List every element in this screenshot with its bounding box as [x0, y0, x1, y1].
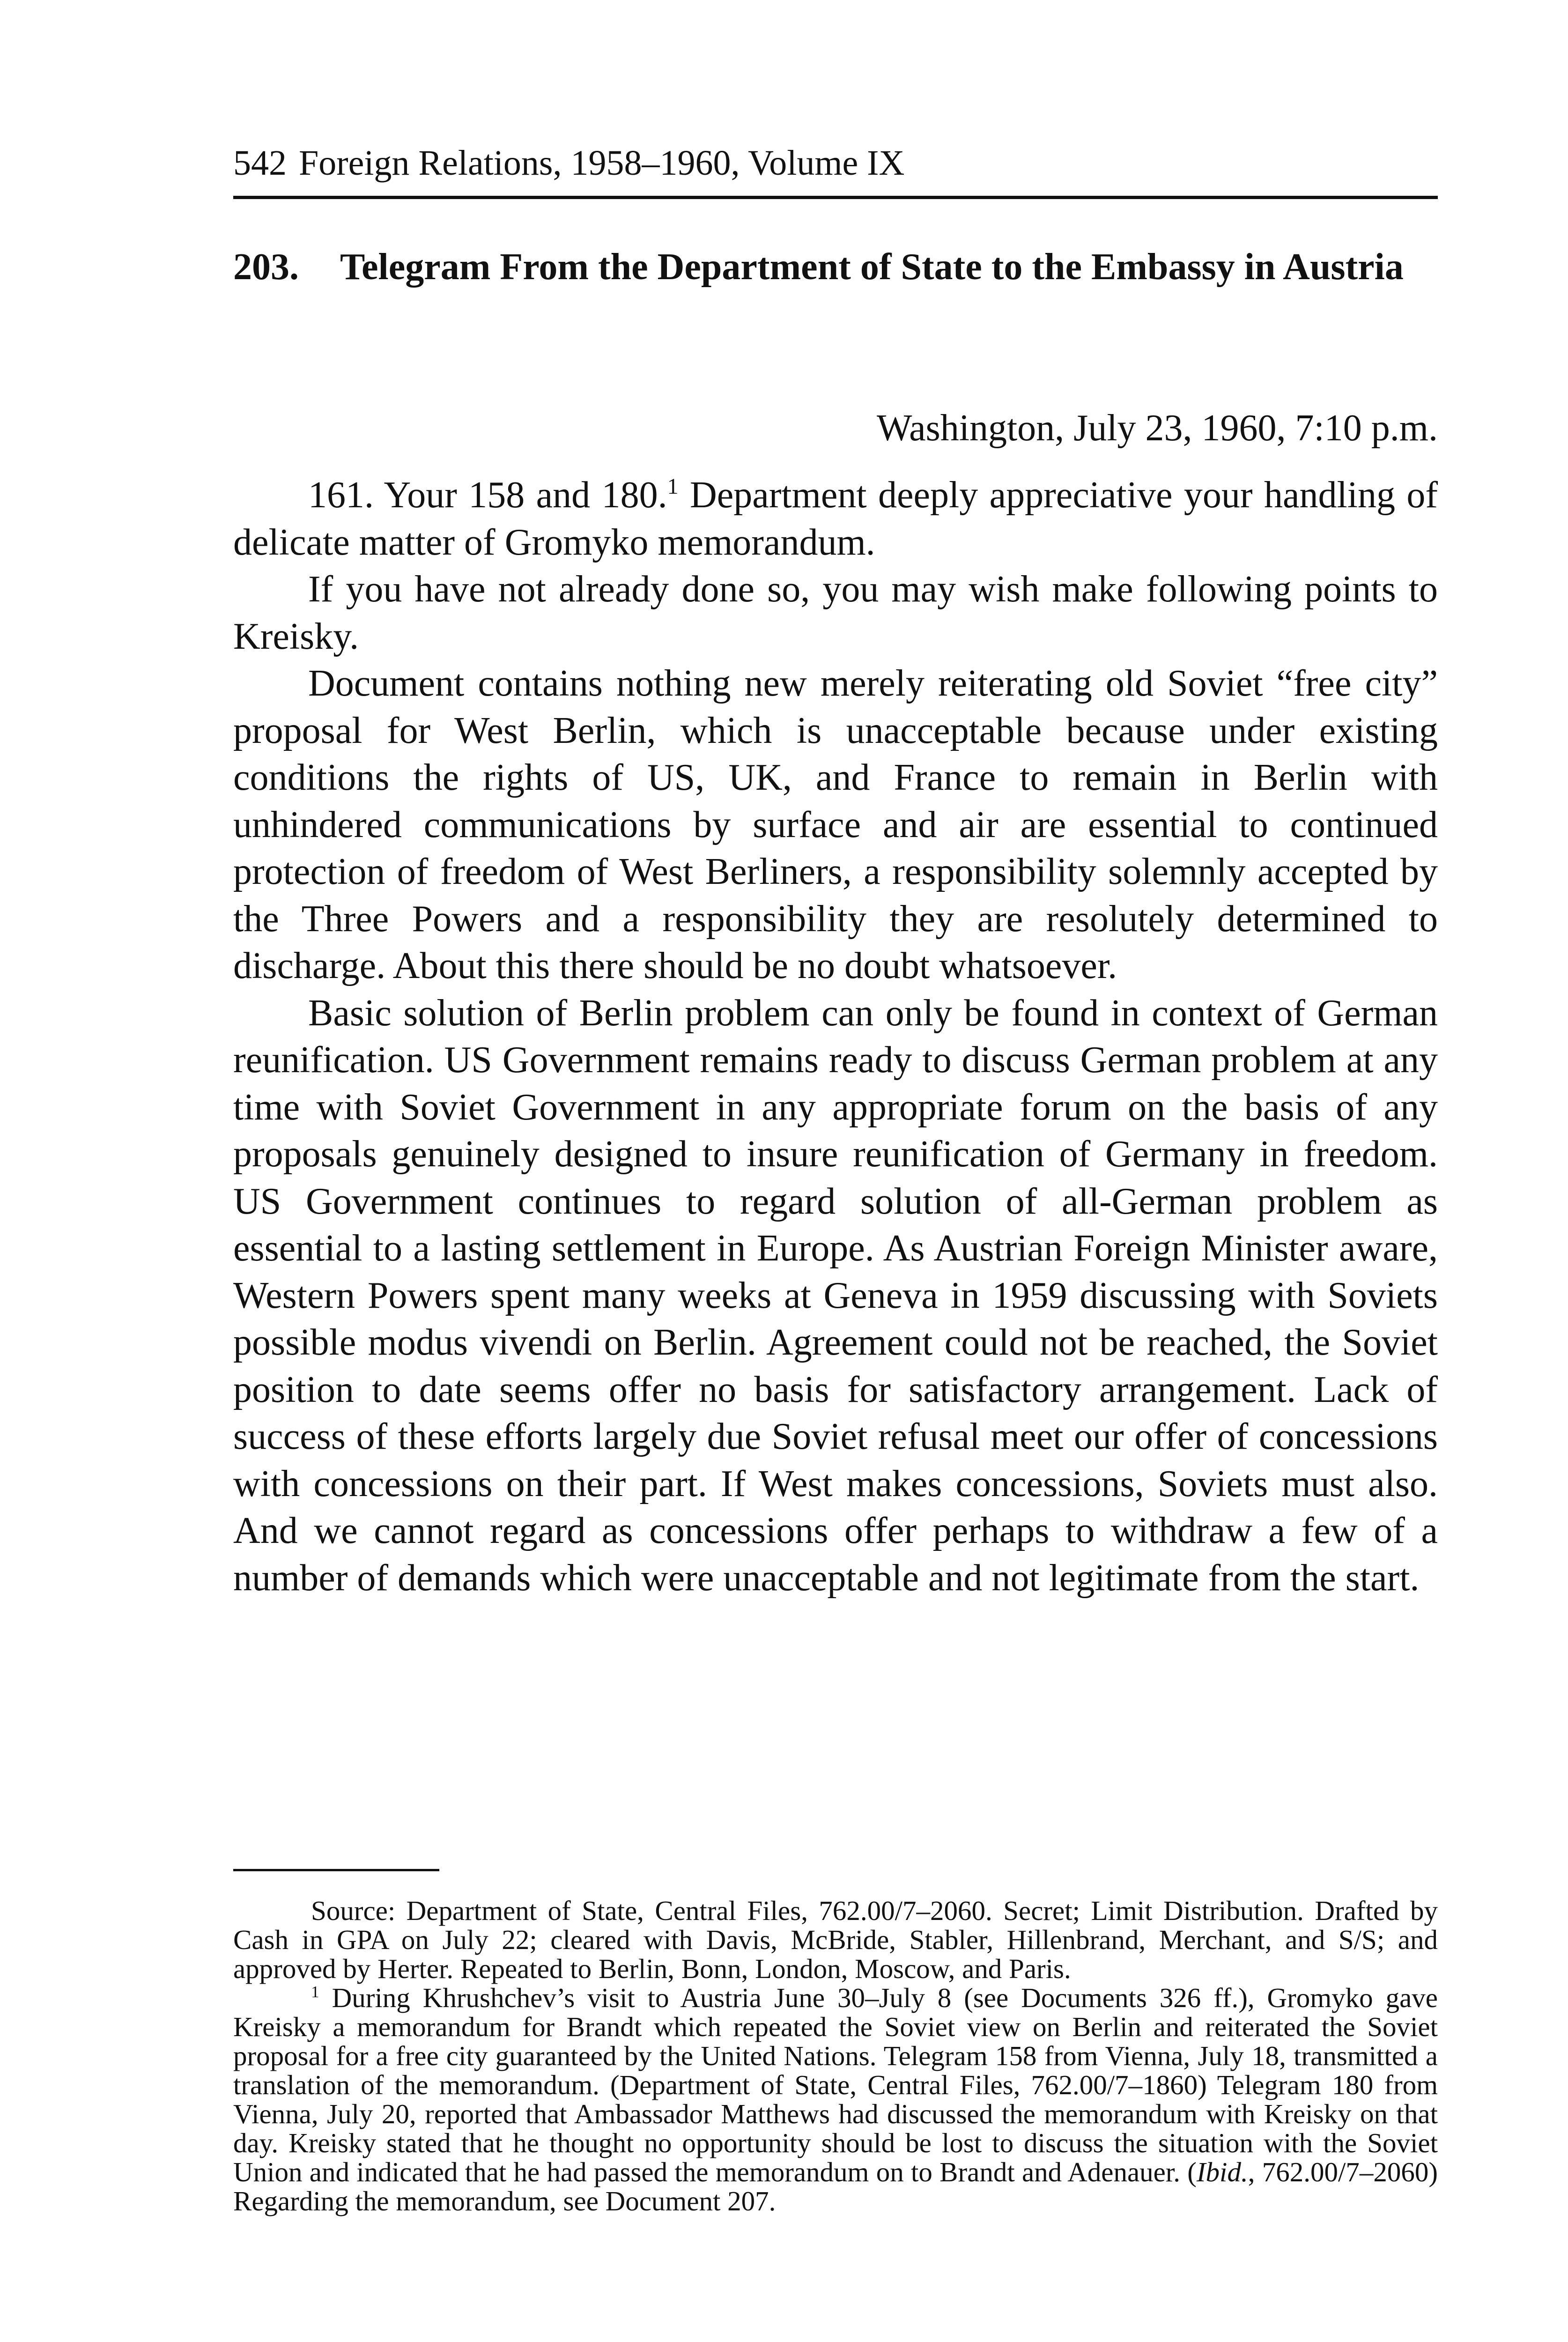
body-paragraph-2: If you have not already done so, you may wish make following points to Kreisky. — [233, 569, 1438, 657]
page-number: 542 — [233, 143, 287, 183]
body-paragraph-4: Basic solution of Berlin problem can only be found in context of German reunification. US Government remains ready to discuss German problem at any time with Soviet Government in any appropriate forum on the basis of any proposals genuinely designed to insure reunification of Germany in freedom. US Government continues to regard solution of all-German problem as essential to a lasting settlement in Europe. As Austrian Foreign Minister aware, Western Powers spent many weeks at Geneva in 1959 discussing with Soviets possible modus vivendi on Berlin. Agreement could not be reached, the Soviet position to date seems offer no basis for satisfactory arrangement. Lack of success of these efforts largely due Soviet refusal meet our offer of concessions with concessions on their part. If West makes concessions, Soviets must also. And we cannot regard as concessions offer perhaps to withdraw a few of a number of demands which were unacceptable and not legitimate from the start. — [233, 992, 1438, 1599]
footnotes — [233, 1896, 1438, 2216]
body-paragraph-1-text-a: 161. Your 158 and 180. — [308, 474, 667, 516]
source-note: Source: Department of State, Central Files, 762.00/7–2060. Secret; Limit Distribution. Drafted by Cash in GPA on July 22; cleared with Davis, McBride, Stabler, Hillenbrand, Merchant, and S/S; and approved by Herter. Repeated to Berlin, Bonn, London, Moscow, and Paris. — [233, 1895, 1438, 1984]
telegram-body — [233, 472, 1438, 1601]
footnote-1-text-a: During Khrushchev’s visit to Austria June 30–July 8 (see Documents 326 ff.), Gromyko gave Kreisky a memorandum for Brandt which repeated the Soviet view on Berlin and reiterated the Soviet proposal for a free city guaranteed by the United Nations. Telegram 158 from Vienna, July 18, transmitted a translation of the memorandum. (Department of State, Central Files, 762.00/7–1860) Telegram 180 from Vienna, July 20, reported that Ambassador Matthews had discussed the memorandum with Kreisky on that day. Kreisky stated that he thought no opportunity should be lost to discuss the situation with the Soviet Union and indicated that he had passed the memorandum on to Brandt and Adenauer. ( — [233, 1982, 1438, 2187]
document-number: 203. — [233, 246, 299, 288]
body-paragraph-3: Document contains nothing new merely reiterating old Soviet “free city” proposal for West Berlin, which is unacceptable because under existing conditions the rights of US, UK, and France to remain in Berlin with unhindered communications by surface and air are essential to continued protection of freedom of West Berliners, a responsibility solemnly accepted by the Three Powers and a responsibility they are resolutely determined to discharge. About this there should be no doubt whatsoever. — [233, 663, 1438, 986]
footnote-1-ibid: Ibid. — [1196, 2157, 1248, 2187]
footnote-1-marker: 1 — [311, 1982, 319, 2001]
header-rule — [233, 196, 1438, 199]
running-title: Foreign Relations, 1958–1960, Volume IX — [299, 143, 905, 183]
footnote-1-text-b: , 762.00/7–2060) Regarding the memorandum, see Document 207. — [233, 2157, 1438, 2216]
document-title: Telegram From the Department of State to the Embassy in Austria — [340, 246, 1404, 288]
footnote-reference-1[interactable]: 1 — [667, 474, 679, 499]
body-paragraph-1 — [233, 472, 1438, 566]
footnote-separator — [233, 1869, 439, 1871]
footnote-1 — [233, 1983, 1438, 2216]
body-paragraph-1-text-b: Department deeply appreciative your handling of delicate matter of Gromyko memorandum. — [233, 474, 1438, 563]
dateline: Washington, July 23, 1960, 7:10 p.m. — [876, 408, 1438, 449]
running-header — [233, 141, 1432, 185]
